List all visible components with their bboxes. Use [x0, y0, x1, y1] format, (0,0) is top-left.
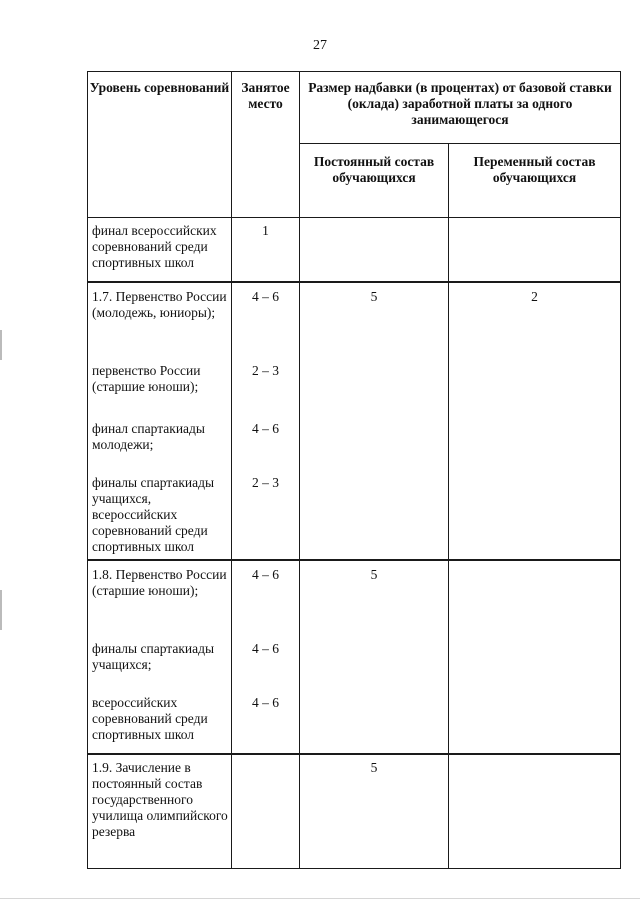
place-text: 4 – 6 [252, 567, 279, 582]
place-text: 4 – 6 [252, 695, 279, 710]
header-variable: Переменный состав обучающихся [449, 143, 621, 217]
permanent-cell: 5 [300, 754, 449, 869]
level-text: 1.9. Зачисление в постоянный состав государственного училища олимпийского резерва [92, 760, 228, 839]
table-row [88, 218, 621, 283]
header-row [88, 72, 621, 144]
place-text: 1 [262, 223, 269, 238]
place-cell [232, 218, 300, 283]
level-text: финал спартакиады молодежи; [92, 421, 205, 452]
variable-cell [449, 560, 621, 754]
place-text: 4 – 6 [252, 641, 279, 656]
place-text: 2 – 3 [252, 363, 279, 378]
bonus-table [87, 71, 621, 869]
place-text: 4 – 6 [252, 421, 279, 436]
level-text: первенство России (старшие юноши); [92, 363, 201, 394]
table-row [88, 754, 621, 869]
level-cell [88, 560, 232, 754]
level-cell [88, 218, 232, 283]
place-cell [232, 282, 300, 560]
header-level: Уровень соревнований [88, 72, 232, 218]
variable-cell: 2 [449, 282, 621, 560]
variable-cell [449, 754, 621, 869]
permanent-cell: 5 [300, 282, 449, 560]
place-cell [232, 754, 300, 869]
level-text: финалы спартакиады учащихся; [92, 641, 215, 672]
header-permanent: Постоянный состав обучающихся [300, 143, 449, 217]
page-number: 27 [313, 38, 327, 53]
level-text: 1.8. Первенство России (старшие юноши); [92, 567, 227, 598]
place-text: 4 – 6 [252, 289, 279, 304]
level-text: финал всероссийских соревнований среди спортивных школ [92, 223, 217, 270]
permanent-cell: 5 [300, 560, 449, 754]
scan-bottom-line [0, 898, 640, 899]
level-text: финалы спартакиады учащихся, всероссийских соревнований среди спортивных школ [92, 475, 215, 554]
level-cell [88, 754, 232, 869]
permanent-cell [300, 218, 449, 283]
place-text: 2 – 3 [252, 475, 279, 490]
scan-edge-mark [0, 330, 2, 360]
header-bonus-size: Размер надбавки (в процентах) от базовой ставки (оклада) заработной платы за одного занимающегося [300, 72, 621, 144]
variable-cell [449, 218, 621, 283]
place-cell [232, 560, 300, 754]
scan-edge-mark [0, 590, 2, 630]
level-cell [88, 282, 232, 560]
level-text: 1.7. Первенство России (молодежь, юниоры); [92, 289, 227, 320]
header-place: Занятое место [232, 72, 300, 218]
level-text: всероссийских соревнований среди спортивных школ [92, 695, 208, 742]
table-row [88, 282, 621, 560]
table-row [88, 560, 621, 754]
